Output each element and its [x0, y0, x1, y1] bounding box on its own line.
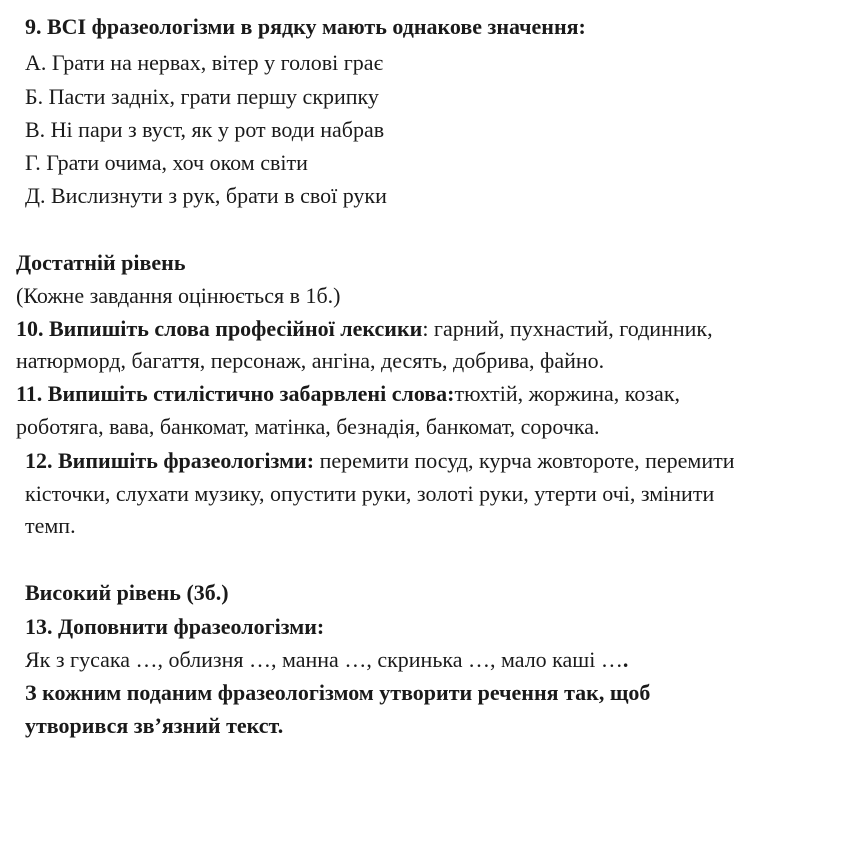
- q9-option-a: А. Грати на нервах, вітер у голові грає: [25, 50, 384, 75]
- q10-text-1: : гарний, пухнастий, годинник,: [422, 316, 713, 341]
- q9-option-e: Д. Вислизнути з рук, брати в свої руки: [25, 183, 387, 208]
- q12-text-3: темп.: [25, 513, 76, 538]
- q9-title: 9. ВСІ фразеологізми в рядку мають однакове значення:: [25, 14, 586, 39]
- q12-prompt: 12. Випишіть фразеологізми:: [25, 448, 315, 473]
- q10-text-2: натюрморд, багаття, персонаж, ангіна, десять, добрива, файно.: [16, 348, 605, 373]
- q12-text-1: перемити посуд, курча жовтороте, перемити: [314, 448, 735, 473]
- q10-line-1: [16, 316, 713, 342]
- q13-line: [25, 647, 628, 673]
- q11-line-1: [16, 381, 680, 407]
- level-sufficient-note: (Кожне завдання оцінюється в 1б.): [16, 283, 341, 308]
- q9-option-b: Б. Пасти задніх, грати першу скрипку: [25, 84, 379, 109]
- q13-title: 13. Доповнити фразеологізми:: [25, 614, 325, 639]
- q13-text-end: .: [622, 647, 629, 672]
- q11-prompt: 11. Випишіть стилістично забарвлені слова:: [16, 381, 455, 406]
- q11-text-1: тюхтій, жоржина, козак,: [454, 381, 681, 406]
- q9-option-c: В. Ні пари з вуст, як у рот води набрав: [25, 117, 385, 142]
- q12-line-1: [25, 448, 735, 474]
- level-sufficient-title: Достатній рівень: [16, 250, 186, 275]
- level-high-title: Високий рівень (3б.): [25, 580, 229, 605]
- q13-task-1: З кожним поданим фразеологізмом утворити речення так, щоб: [25, 680, 651, 705]
- q13-text: Як з гусака …, облизня …, манна …, скринька …, мало каші …: [25, 647, 623, 672]
- q11-text-2: роботяга, вава, банкомат, матінка, безнадія, банкомат, сорочка.: [16, 414, 600, 439]
- q10-prompt: 10. Випишіть слова професійної лексики: [16, 316, 423, 341]
- q12-text-2: кісточки, слухати музику, опустити руки, золоті руки, утерти очі, змінити: [25, 481, 715, 506]
- q9-option-d: Г. Грати очима, хоч оком світи: [25, 150, 308, 175]
- q13-task-2: утворився зв’язний текст.: [25, 713, 284, 738]
